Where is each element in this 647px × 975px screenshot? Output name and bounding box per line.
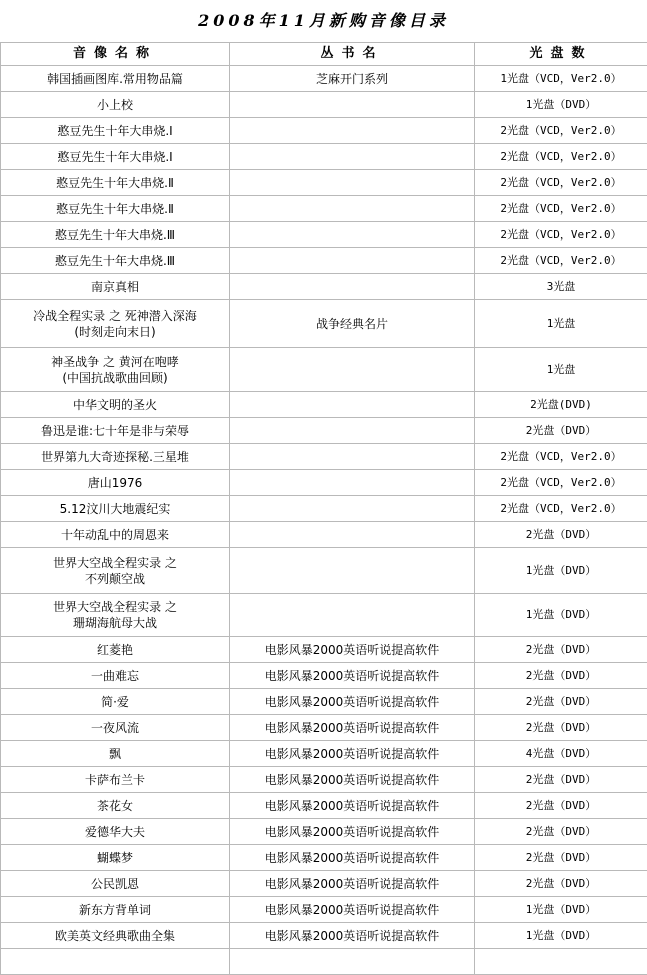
table-row	[1, 444, 647, 470]
table-row	[1, 548, 647, 594]
cell-title: 世界大空战全程实录 之 珊瑚海航母大战	[1, 594, 230, 637]
column-header-name: 音像名称	[1, 43, 230, 66]
cell-discs: 1光盘（DVD）	[475, 594, 647, 637]
table-row	[1, 92, 647, 118]
column-header-discs: 光盘数	[475, 43, 647, 66]
cell-title	[1, 949, 230, 975]
cell-discs: 2光盘（VCD，Ver2.0）	[475, 496, 647, 522]
cell-discs: 3光盘	[475, 274, 647, 300]
cell-discs: 2光盘（VCD，Ver2.0）	[475, 170, 647, 196]
cell-series	[230, 522, 475, 548]
table-row	[1, 170, 647, 196]
cell-series: 电影风暴2000英语听说提高软件	[230, 689, 475, 715]
cell-discs: 2光盘（DVD）	[475, 663, 647, 689]
cell-discs: 1光盘（DVD）	[475, 897, 647, 923]
cell-title: 公民凯恩	[1, 871, 230, 897]
cell-title: 飘	[1, 741, 230, 767]
cell-discs: 2光盘（DVD）	[475, 418, 647, 444]
cell-title: 憨豆先生十年大串烧.Ⅲ	[1, 222, 230, 248]
cell-title: 一夜风流	[1, 715, 230, 741]
cell-discs: 2光盘（VCD，Ver2.0）	[475, 222, 647, 248]
cell-series: 电影风暴2000英语听说提高软件	[230, 637, 475, 663]
table-row	[1, 196, 647, 222]
table-row	[1, 594, 647, 637]
cell-series	[230, 470, 475, 496]
cell-series: 电影风暴2000英语听说提高软件	[230, 897, 475, 923]
cell-series	[230, 170, 475, 196]
cell-series	[230, 222, 475, 248]
table-row	[1, 348, 647, 392]
cell-series	[230, 92, 475, 118]
cell-series: 电影风暴2000英语听说提高软件	[230, 923, 475, 949]
cell-title: 十年动乱中的周恩来	[1, 522, 230, 548]
cell-series	[230, 496, 475, 522]
cell-discs: 1光盘（DVD）	[475, 548, 647, 594]
table-row	[1, 793, 647, 819]
cell-series: 电影风暴2000英语听说提高软件	[230, 767, 475, 793]
cell-discs: 2光盘（DVD）	[475, 522, 647, 548]
cell-series	[230, 949, 475, 975]
table-row	[1, 897, 647, 923]
table-row	[1, 741, 647, 767]
table-row	[1, 637, 647, 663]
table-row	[1, 66, 647, 92]
table-body	[1, 66, 647, 975]
cell-series	[230, 248, 475, 274]
cell-discs: 2光盘（VCD，Ver2.0）	[475, 248, 647, 274]
cell-title: 一曲难忘	[1, 663, 230, 689]
cell-title: 世界大空战全程实录 之 不列颠空战	[1, 548, 230, 594]
cell-discs: 1光盘（DVD）	[475, 923, 647, 949]
table-row	[1, 144, 647, 170]
table-row	[1, 715, 647, 741]
cell-discs: 2光盘（DVD）	[475, 689, 647, 715]
cell-title: 蝴蝶梦	[1, 845, 230, 871]
cell-title: 小上校	[1, 92, 230, 118]
table-row	[1, 274, 647, 300]
cell-title: 憨豆先生十年大串烧.Ⅰ	[1, 144, 230, 170]
cell-discs: 2光盘（DVD）	[475, 637, 647, 663]
table-row	[1, 767, 647, 793]
cell-title: 5.12汶川大地震纪实	[1, 496, 230, 522]
cell-discs: 2光盘（DVD）	[475, 845, 647, 871]
cell-discs: 4光盘（DVD）	[475, 741, 647, 767]
cell-discs: 1光盘（DVD）	[475, 92, 647, 118]
cell-series	[230, 348, 475, 392]
cell-discs: 2光盘（DVD）	[475, 871, 647, 897]
cell-series	[230, 196, 475, 222]
cell-title: 憨豆先生十年大串烧.Ⅱ	[1, 196, 230, 222]
table-row	[1, 496, 647, 522]
cell-discs: 2光盘（DVD）	[475, 767, 647, 793]
cell-discs: 2光盘（VCD，Ver2.0）	[475, 470, 647, 496]
cell-title: 茶花女	[1, 793, 230, 819]
cell-title: 神圣战争 之 黄河在咆哮 (中国抗战歌曲回顾)	[1, 348, 230, 392]
cell-series	[230, 274, 475, 300]
table-row	[1, 470, 647, 496]
cell-discs: 2光盘（DVD）	[475, 819, 647, 845]
cell-title: 红菱艳	[1, 637, 230, 663]
cell-title: 冷战全程实录 之 死神潜入深海 (时刻走向末日)	[1, 300, 230, 348]
cell-title: 南京真相	[1, 274, 230, 300]
cell-discs: 1光盘	[475, 300, 647, 348]
table-row	[1, 689, 647, 715]
cell-title: 爱德华大夫	[1, 819, 230, 845]
cell-series	[230, 444, 475, 470]
cell-discs: 1光盘	[475, 348, 647, 392]
cell-title: 新东方背单词	[1, 897, 230, 923]
cell-series	[230, 144, 475, 170]
cell-series: 电影风暴2000英语听说提高软件	[230, 819, 475, 845]
table-row	[1, 522, 647, 548]
cell-series: 战争经典名片	[230, 300, 475, 348]
table-row	[1, 392, 647, 418]
table-row	[1, 845, 647, 871]
cell-series: 电影风暴2000英语听说提高软件	[230, 663, 475, 689]
cell-discs: 2光盘（VCD，Ver2.0）	[475, 444, 647, 470]
cell-series	[230, 548, 475, 594]
cell-series: 电影风暴2000英语听说提高软件	[230, 793, 475, 819]
cell-title: 卡萨布兰卡	[1, 767, 230, 793]
cell-discs: 2光盘（VCD，Ver2.0）	[475, 196, 647, 222]
cell-series	[230, 118, 475, 144]
cell-title: 憨豆先生十年大串烧.Ⅰ	[1, 118, 230, 144]
cell-discs: 2光盘（VCD，Ver2.0）	[475, 118, 647, 144]
cell-title: 简·爱	[1, 689, 230, 715]
cell-discs: 2光盘（VCD，Ver2.0）	[475, 144, 647, 170]
table-row	[1, 871, 647, 897]
cell-series: 电影风暴2000英语听说提高软件	[230, 715, 475, 741]
cell-discs: 1光盘（VCD，Ver2.0）	[475, 66, 647, 92]
cell-discs: 2光盘(DVD)	[475, 392, 647, 418]
cell-series: 电影风暴2000英语听说提高软件	[230, 741, 475, 767]
cell-title: 世界第九大奇迹探秘.三星堆	[1, 444, 230, 470]
table-row	[1, 663, 647, 689]
page-title: 2008年11月新购音像目录	[0, 0, 647, 42]
cell-title: 憨豆先生十年大串烧.Ⅲ	[1, 248, 230, 274]
cell-title: 中华文明的圣火	[1, 392, 230, 418]
cell-series	[230, 594, 475, 637]
table-row	[1, 248, 647, 274]
cell-series	[230, 392, 475, 418]
cell-title: 韩国插画图库.常用物品篇	[1, 66, 230, 92]
cell-discs: 2光盘（DVD）	[475, 793, 647, 819]
table-row	[1, 819, 647, 845]
cell-series: 芝麻开门系列	[230, 66, 475, 92]
table-row	[1, 222, 647, 248]
cell-title: 憨豆先生十年大串烧.Ⅱ	[1, 170, 230, 196]
cell-series: 电影风暴2000英语听说提高软件	[230, 871, 475, 897]
cell-discs	[475, 949, 647, 975]
cell-title: 欧美英文经典歌曲全集	[1, 923, 230, 949]
table-row	[1, 418, 647, 444]
cell-title: 唐山1976	[1, 470, 230, 496]
cell-series	[230, 418, 475, 444]
column-header-series: 丛书名	[230, 43, 475, 66]
table-header-row	[1, 43, 647, 66]
table-row	[1, 923, 647, 949]
table-row	[1, 118, 647, 144]
catalog-table	[0, 42, 647, 975]
table-row	[1, 949, 647, 975]
cell-title: 鲁迅是谁:七十年是非与荣辱	[1, 418, 230, 444]
cell-discs: 2光盘（DVD）	[475, 715, 647, 741]
cell-series: 电影风暴2000英语听说提高软件	[230, 845, 475, 871]
table-row	[1, 300, 647, 348]
